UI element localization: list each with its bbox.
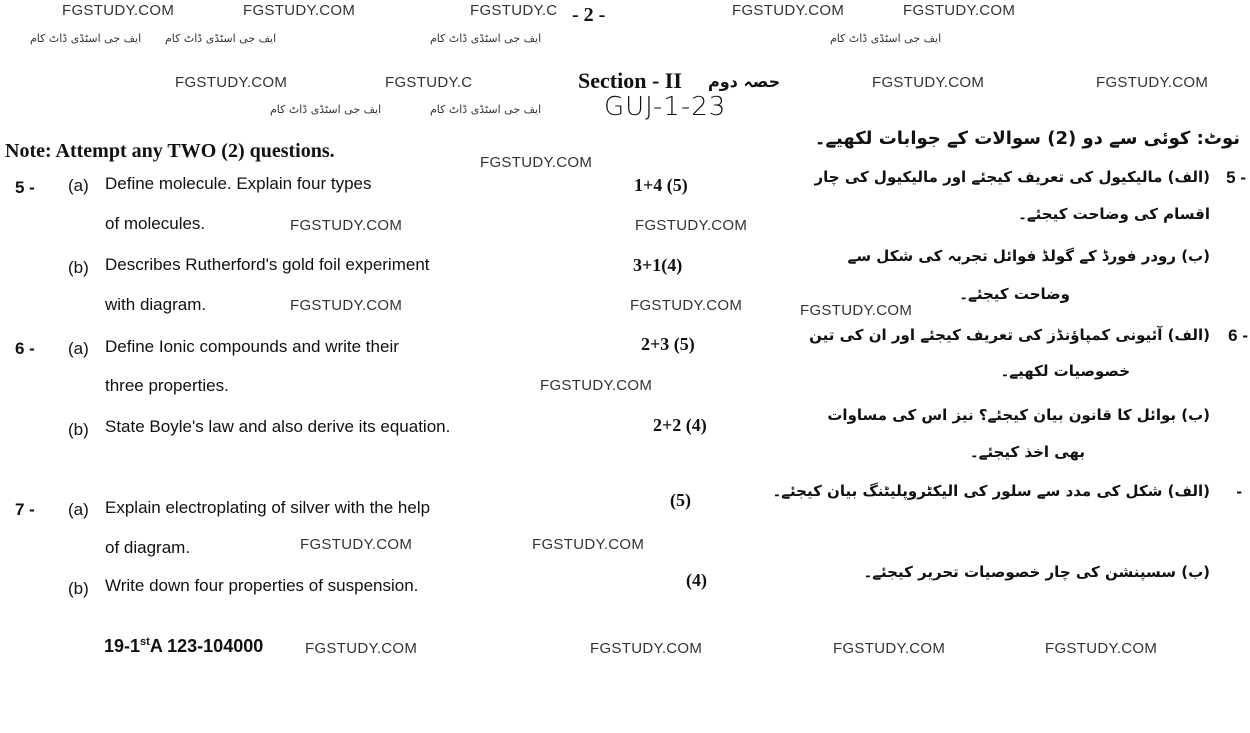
watermark: FGSTUDY.COM [532,536,645,553]
marks: 2+2 (4) [653,415,707,435]
watermark: FGSTUDY.COM [630,297,743,314]
urdu-text: (ب) رودر فورڈ کے گولڈ فوائل تجربہ کی شکل سے [847,247,1210,265]
note-urdu: نوٹ: کوئی سے دو (2) سوالات کے جوابات لکھیے۔ [814,128,1240,149]
watermark: FGSTUDY.COM [175,74,288,91]
urdu-text: وضاحت کیجئے۔ [959,285,1070,303]
watermark: FGSTUDY.COM [732,2,845,19]
watermark-urdu: ایف جی اسٹڈی ڈاٹ کام [430,103,542,116]
question-number: 7 - [15,500,35,519]
watermark: FGSTUDY.COM [590,640,703,657]
paper-code-main: 19-1 [104,636,141,656]
watermark: FGSTUDY.COM [800,302,913,319]
question-text: of diagram. [105,538,191,557]
marks: 3+1(4) [633,255,683,275]
part-label: (b) [68,579,89,598]
part-label: (a) [68,500,89,519]
watermark-urdu: ایف جی اسٹڈی ڈاٹ کام [830,32,942,45]
watermark: FGSTUDY.COM [290,297,403,314]
watermark: FGSTUDY.COM [833,640,946,657]
watermark: FGSTUDY.C [470,2,558,19]
urdu-text: (الف) آئیونی کمپاؤنڈز کی تعریف کیجئے اور ان کی تین [809,326,1210,344]
watermark: FGSTUDY.COM [290,217,403,234]
part-label: (b) [68,258,89,277]
part-label: (b) [68,420,89,439]
page-number: - 2 - [572,4,606,26]
urdu-question-number: - [1236,482,1242,501]
watermark-urdu: ایف جی اسٹڈی ڈاٹ کام [30,32,142,45]
part-label: (a) [68,176,89,195]
marks: (5) [670,490,691,510]
question-text: Explain electroplating of silver with the help [105,498,431,517]
question-text: three properties. [105,376,229,395]
urdu-question-number: 6 - [1228,326,1248,345]
urdu-text: اقسام کی وضاحت کیجئے۔ [1018,205,1210,223]
urdu-text: (الف) شکل کی مدد سے سلور کی الیکٹروپلیٹنگ بیان کیجئے۔ [772,482,1210,500]
note-english: Note: Attempt any TWO (2) questions. [5,140,335,162]
urdu-text: (ب) بوائل کا قانون بیان کیجئے؟ نیز اس کی مساوات [827,406,1210,424]
marks: 2+3 (5) [641,334,695,354]
watermark: FGSTUDY.COM [635,217,748,234]
urdu-text: بھی اخذ کیجئے۔ [969,443,1085,461]
marks: (4) [686,570,707,590]
marks: 1+4 (5) [634,175,688,195]
watermark: FGSTUDY.COM [1096,74,1209,91]
part-label: (a) [68,339,89,358]
watermark: FGSTUDY.COM [872,74,985,91]
question-text: State Boyle's law and also derive its equation. [105,417,451,436]
paper-code-rest: A 123-104000 [149,636,264,656]
section-title-urdu: حصہ دوم [708,72,781,91]
watermark: FGSTUDY.C [385,74,473,91]
watermark: FGSTUDY.COM [1045,640,1158,657]
urdu-text: خصوصیات لکھیے۔ [1000,362,1130,380]
watermark-urdu: ایف جی اسٹڈی ڈاٹ کام [430,32,542,45]
urdu-text: (ب) سسپنشن کی چار خصوصیات تحریر کیجئے۔ [863,563,1210,581]
question-text: Define molecule. Explain four types [105,174,372,193]
watermark: FGSTUDY.COM [300,536,413,553]
paper-code-sup: st [140,636,150,648]
watermark: FGSTUDY.COM [243,2,356,19]
watermark-urdu: ایف جی اسٹڈی ڈاٹ کام [270,103,382,116]
urdu-question-number: 5 - [1226,168,1246,187]
handwritten-code: GUJ-1-23 [604,92,727,122]
watermark-urdu: ایف جی اسٹڈی ڈاٹ کام [165,32,277,45]
watermark: FGSTUDY.COM [62,2,175,19]
question-text: with diagram. [105,295,207,314]
section-title: Section - II [578,68,682,93]
question-text: Define Ionic compounds and write their [105,337,399,356]
question-number: 6 - [15,339,35,358]
watermark: FGSTUDY.COM [480,154,593,171]
watermark: FGSTUDY.COM [305,640,418,657]
paper-code [104,636,263,657]
question-text: Write down four properties of suspension. [105,576,419,595]
watermark: FGSTUDY.COM [903,2,1016,19]
question-text: Describes Rutherford's gold foil experiment [105,255,430,274]
question-number: 5 - [15,178,35,197]
question-text: of molecules. [105,214,206,233]
watermark: FGSTUDY.COM [540,377,653,394]
urdu-text: (الف) مالیکیول کی تعریف کیجئے اور مالیکیول کی چار [814,168,1210,186]
